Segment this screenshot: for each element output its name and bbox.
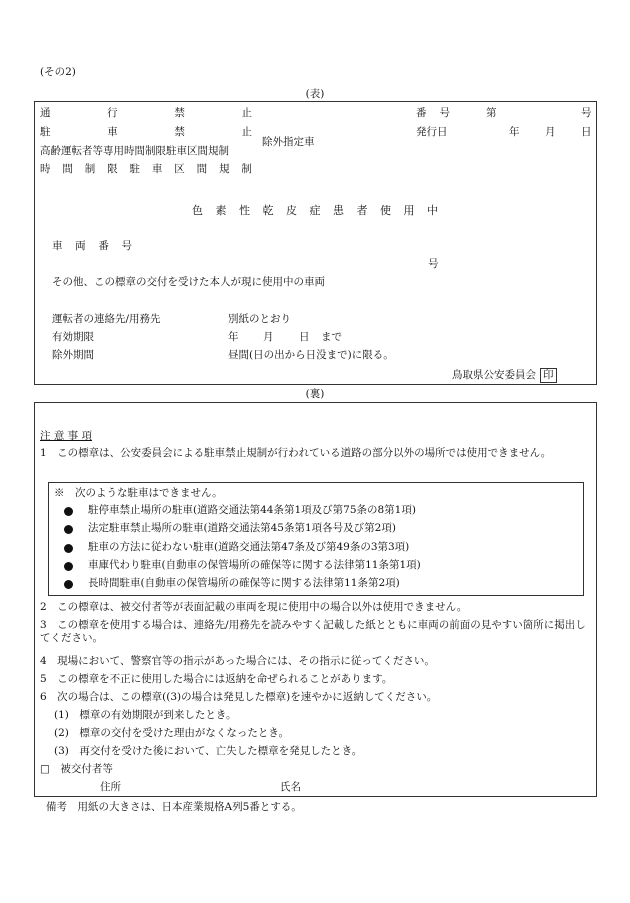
- name-label: 氏名: [280, 781, 301, 793]
- issue-date-label: 発行日: [416, 126, 448, 138]
- vehicle-number-label-char: 号: [121, 240, 132, 252]
- valid-year: 年: [228, 331, 239, 343]
- back-label: (裏): [305, 388, 325, 400]
- restriction-char: 禁: [174, 107, 185, 119]
- valid-month: 月: [263, 331, 274, 343]
- note-6-sub-1: (1) 標章の有効期限が到来したとき。: [54, 709, 237, 721]
- prohibited-item-4: 車庫代わり駐車(自動車の保管場所の確保等に関する法律第11条第1項): [88, 559, 421, 571]
- bullet-icon: [64, 580, 73, 589]
- prohibited-item-1: 駐停車禁止場所の駐車(道路交通法第44条第1項及び第75条の8第1項): [88, 504, 416, 516]
- purpose-char: 色: [192, 204, 203, 217]
- exempt-period-label: 除外期間: [52, 349, 94, 361]
- remark: 備考 用紙の大きさは、日本産業規格A列5番とする。: [46, 801, 302, 813]
- front-label: (表): [305, 88, 325, 100]
- purpose-char: 素: [215, 204, 227, 217]
- restriction-char: 制: [84, 163, 96, 175]
- bullet-icon: [64, 507, 73, 516]
- number-label: [416, 107, 450, 120]
- number-label-char: 番: [416, 107, 427, 119]
- issuer-name: 鳥取県公安委員会: [452, 369, 536, 381]
- bullet-icon: [64, 525, 73, 534]
- restriction-char: 通: [40, 107, 51, 119]
- restriction-char: 区: [174, 163, 185, 175]
- purpose-text: [192, 204, 438, 218]
- restriction-char: 行: [107, 107, 118, 119]
- issue-date-year: 年: [509, 126, 520, 138]
- purpose-char: 皮: [286, 204, 297, 217]
- note-6: 6 次の場合は、この標章((3)の場合は発見した標章)を速やかに返納してください。: [40, 691, 438, 703]
- purpose-char: 用: [403, 204, 415, 217]
- purpose-char: 者: [356, 204, 368, 217]
- address-label: 住所: [100, 781, 121, 793]
- purpose-char: 使: [380, 204, 391, 217]
- restriction-parking-ban: [40, 126, 252, 139]
- restriction-elderly-time-limited: 高齢運転者等専用時間制限駐車区間規制: [40, 145, 229, 157]
- restriction-traffic-ban: [40, 107, 252, 120]
- purpose-char: 乾: [262, 204, 274, 217]
- page-note: (その2): [40, 66, 76, 78]
- valid-label: 有効期限: [52, 331, 94, 343]
- number-label-char: 号: [439, 107, 450, 119]
- contact-label: 運転者の連絡先/用務先: [52, 313, 161, 325]
- note-5: 5 この標章を不正に使用した場合には返納を命ぜられることがあります。: [40, 673, 393, 685]
- issue-date-month: 月: [545, 126, 556, 138]
- seal-mark: 印: [540, 368, 557, 383]
- restriction-time-limited: [40, 163, 252, 176]
- bullet-icon: [64, 562, 73, 571]
- vehicle-number-label-char: 両: [75, 240, 86, 252]
- other-vehicle-text: その他、この標章の交付を受けた本人が現に使用中の車両: [52, 276, 325, 288]
- restriction-char: 規: [219, 163, 230, 175]
- valid-until: まで: [321, 331, 342, 343]
- prohibited-item-2: 法定駐車禁止場所の駐車(道路交通法第45条第1項各号及び第2項): [88, 522, 396, 534]
- restriction-char: 禁: [174, 126, 185, 138]
- bullet-icon: [64, 544, 73, 553]
- number-dai: 第: [486, 107, 497, 119]
- vehicle-number-label-char: 車: [52, 240, 63, 252]
- restriction-char: 制: [241, 163, 252, 175]
- restriction-char: 間: [196, 163, 208, 175]
- purpose-char: 性: [239, 204, 250, 217]
- restriction-char: 車: [151, 163, 163, 175]
- note-4: 4 現場において、警察官等の指示があった場合には、その指示に従ってください。: [40, 655, 435, 667]
- purpose-char: 患: [333, 204, 344, 217]
- note-1: 1 この標章は、公安委員会による駐車禁止規制が行われている道路の部分以外の場所では使用できません。: [40, 447, 552, 459]
- recipient-label: □ 被交付者等: [40, 763, 113, 775]
- vehicle-number-label-char: 番: [98, 240, 109, 252]
- restriction-char: 間: [62, 163, 73, 175]
- prohibited-item-3: 駐車の方法に従わない駐車(道路交通法第47条及び第49条の3第3項): [88, 541, 410, 553]
- prohibited-parking-title: ※ 次のような駐車はできません。: [54, 487, 223, 499]
- prohibited-item-5: 長時間駐車(自動車の保管場所の確保等に関する法律第11条第2項): [88, 577, 400, 589]
- purpose-char: 中: [427, 204, 438, 217]
- restriction-char: 車: [107, 126, 118, 138]
- restriction-char: 時: [40, 163, 51, 175]
- notes-title: 注 意 事 項: [40, 430, 93, 442]
- note-3: 3 この標章を使用する場合は、連絡先/用務先を読みやすく記載した紙とともに車両の前面の見やすい箇所に掲出してください。: [40, 619, 586, 645]
- note-6-sub-3: (3) 再交付を受けた後において、亡失した標章を発見したとき。: [54, 745, 363, 757]
- contact-value: 別紙のとおり: [228, 313, 291, 325]
- vehicle-number-go: 号: [428, 258, 439, 270]
- vehicle-number-label: [52, 240, 132, 253]
- restriction-char: 駐: [129, 163, 140, 175]
- note-2: 2 この標章は、被交付者等が表面記載の車両を現に使用中の場合以外は使用できません。: [40, 601, 468, 613]
- exempt-period-value: 昼間(日の出から日没まで)に限る。: [228, 349, 394, 361]
- restriction-char: 止: [241, 107, 252, 119]
- valid-day: 日: [299, 331, 310, 343]
- restriction-char: 限: [107, 163, 118, 175]
- number-go: 号: [581, 107, 592, 119]
- restriction-char: 止: [241, 126, 252, 138]
- issue-date-day: 日: [581, 126, 592, 138]
- note-6-sub-2: (2) 標章の交付を受けた理由がなくなったとき。: [54, 727, 289, 739]
- issuer: [452, 368, 557, 383]
- exempt-vehicle-label: 除外指定車: [262, 136, 315, 148]
- restriction-char: 駐: [40, 126, 51, 138]
- purpose-char: 症: [309, 204, 321, 217]
